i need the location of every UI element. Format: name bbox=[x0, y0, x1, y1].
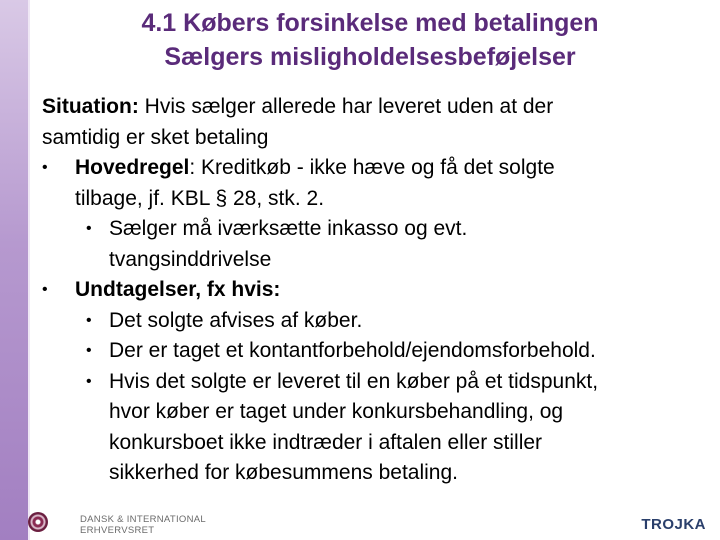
bullet-icon: • bbox=[86, 342, 92, 359]
slide-title bbox=[40, 6, 700, 74]
sub-item-konkurs-cont-3 bbox=[42, 458, 714, 489]
undtagelser-label: Undtagelser, fx hvis: bbox=[75, 278, 281, 301]
sub-item-konkurs bbox=[42, 367, 714, 398]
undtagelser-item-3-line-3: konkursboet ikke indtræder i aftalen eller stiller bbox=[109, 430, 543, 454]
hovedregel-text-2: tilbage, jf. KBL § 28, stk. 2. bbox=[75, 186, 325, 210]
hovedregel-sub-2: tvangsinddrivelse bbox=[109, 247, 272, 271]
situation-paragraph-cont bbox=[42, 123, 714, 154]
footer-logo-line-1: DANSK & INTERNATIONAL bbox=[80, 514, 206, 525]
seal-logo-icon bbox=[28, 512, 48, 532]
slide-body bbox=[42, 92, 714, 489]
list-item-hovedregel-cont bbox=[42, 184, 714, 215]
sub-item-inkasso-cont bbox=[42, 245, 714, 276]
hovedregel-text-1: : Kreditkøb - ikke hæve og få det solgte bbox=[189, 156, 555, 179]
undtagelser-item-3-line-4: sikkerhed for købesummens betaling. bbox=[109, 461, 458, 484]
sub-item-konkurs-cont-1 bbox=[42, 397, 714, 428]
undtagelser-item-2: Der er taget et kontantforbehold/ejendomsforbehold. bbox=[109, 339, 596, 362]
undtagelser-item-3-line-2: hvor køber er taget under konkursbehandling, og bbox=[109, 400, 564, 423]
title-line-1: 4.1 Købers forsinkelse med betalingen bbox=[141, 9, 599, 37]
situation-text-2: samtidig er sket betaling bbox=[42, 125, 269, 149]
undtagelser-item-1: Det solgte afvises af køber. bbox=[109, 308, 363, 332]
hovedregel-sub-1: Sælger må iværksætte inkasso og evt. bbox=[109, 217, 468, 240]
sub-item-afvises bbox=[42, 306, 714, 337]
sidebar-edge bbox=[28, 0, 30, 540]
sidebar-decoration bbox=[0, 0, 28, 540]
sub-item-inkasso bbox=[42, 214, 714, 245]
brand-logo: TROJKA bbox=[641, 516, 706, 533]
bullet-icon: • bbox=[42, 159, 48, 176]
footer-logo-line-2: ERHVERVSRET bbox=[80, 525, 155, 536]
sub-item-forbehold bbox=[42, 336, 714, 367]
bullet-icon: • bbox=[42, 281, 48, 298]
bullet-icon: • bbox=[86, 372, 92, 390]
situation-label: Situation: bbox=[42, 95, 139, 118]
hovedregel-label: Hovedregel bbox=[75, 156, 190, 179]
bullet-icon: • bbox=[86, 311, 92, 329]
sub-item-konkurs-cont-2 bbox=[42, 428, 714, 459]
footer-logo-text bbox=[80, 514, 230, 536]
title-line-2: Sælgers misligholdelsesbeføjelser bbox=[164, 43, 576, 71]
bullet-icon: • bbox=[86, 220, 92, 237]
situation-paragraph bbox=[42, 92, 714, 123]
list-item-undtagelser bbox=[42, 275, 714, 306]
situation-text-1: Hvis sælger allerede har leveret uden at der bbox=[138, 95, 554, 118]
list-item-hovedregel bbox=[42, 153, 714, 184]
undtagelser-item-3-line-1: Hvis det solgte er leveret til en køber på et tidspunkt, bbox=[109, 369, 599, 393]
